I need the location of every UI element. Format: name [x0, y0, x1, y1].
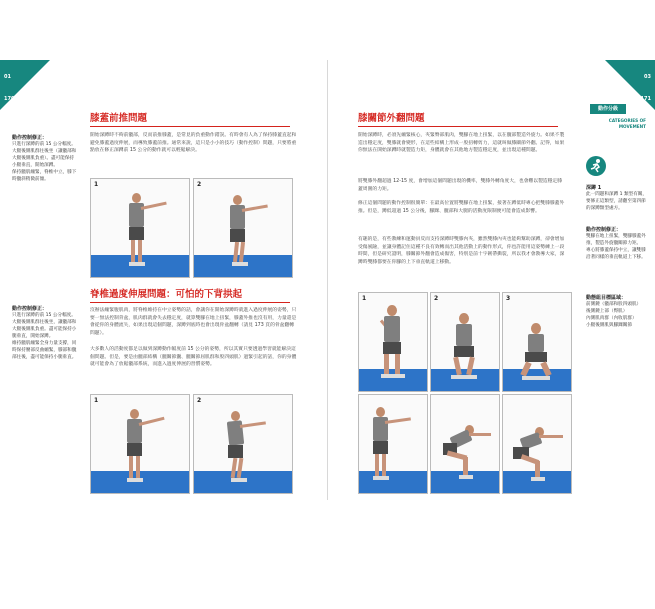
- title-underline: [358, 126, 558, 127]
- sidebar-title: 動作控制修正：: [12, 306, 48, 312]
- running-figure-icon: [586, 156, 606, 176]
- title-underline: [90, 302, 290, 303]
- photo-label: 2: [197, 181, 202, 188]
- photo-label: 1: [94, 397, 99, 404]
- page-number: 170: [4, 96, 15, 102]
- book-spread: [0, 60, 655, 500]
- title-underline: [90, 126, 290, 127]
- exercise-photo: [90, 178, 190, 278]
- sidebar-line: 大腿後側肌群往後坐（讓髖部和大腿後側肌負重）。盡可能保持小腿垂直，開始深蹲。: [12, 149, 77, 168]
- floor-mat: [359, 471, 427, 493]
- sidebar-line: 只進行深蹲的前 15 公分幅度。: [12, 142, 76, 147]
- sidebar-title: 動態組目標區域：: [586, 295, 627, 301]
- sidebar-line: 專心將膝蓋保持中立，讓雙膝沿著同樣的垂直軌道上下移。: [586, 248, 646, 260]
- section-title: 脊椎過度伸展問題：可怕的下背拱起: [90, 289, 243, 300]
- sidebar-correction: [12, 134, 78, 183]
- photo-label: 2: [434, 295, 439, 302]
- sidebar-text: 此一問題和深蹲 1 類型有關，要修正這類型，請翻至第四節的深蹲類型處方。: [586, 192, 647, 211]
- exercise-photo: [502, 394, 572, 494]
- floor-mat: [91, 471, 189, 493]
- left-page: [0, 60, 328, 500]
- exercise-photo: [90, 394, 190, 494]
- floor-mat: [431, 369, 499, 391]
- photo-label: 3: [506, 295, 511, 302]
- sidebar-correction: [586, 226, 650, 261]
- sidebar-title: 動作控制修正：: [12, 135, 48, 141]
- exercise-photo: [358, 292, 428, 392]
- category-tag-english: CATEGORIES OF MOVEMENT: [608, 118, 646, 129]
- corner-label: 01: [4, 74, 11, 80]
- section-body: 開始深蹲時不夠前髖部，反而前推膝蓋，是常見的負重動作錯誤。有時會有人為了保持膝蓋直起和避免膝蓋過度伸展，而導致膝蓋前推。通常來說，這只是小小的技巧（動作控制）問題，只要將重點放在修正深蹲前 15 公分的動作就可以輕鬆解決。: [90, 133, 297, 153]
- floor-mat: [194, 471, 292, 493]
- photo-label: 1: [362, 295, 367, 302]
- section-body: 沒辦法繃緊腹肌肉，將脊椎維持在中立姿勢的話，會讓你在開始深蹲時就進入過度伸展的姿勢，只要一無法控制背盆，肌肉群就會失去穩定度，就算雙腳在地上扭緊，膝蓋外推也沒有用，力量還是會從你的身體流失，如果出現這個問題，深蹲到底時也會出現骨盆翻轉（請見 173 頁的骨盆翻轉問題）。: [90, 308, 297, 336]
- corner-label: 03: [644, 74, 651, 80]
- page-number: 171: [640, 96, 651, 102]
- photo-label: 1: [94, 181, 99, 188]
- running-icon: [586, 156, 606, 176]
- exercise-photo: [358, 394, 428, 494]
- exercise-photo: [430, 292, 500, 392]
- section-body: 大多數人的活動度都足以做到深蹲動作幅度前 15 公分的姿勢，所以其實只要透過學習就能解決這個問題。但是，要是由髖部結構（髖關節囊、髖關節屈肌群和股四頭肌）過緊引起的話，你的身體就可能會為了放鬆髖部系統，而進入過度伸展的習慣姿勢。: [90, 347, 297, 367]
- sidebar-line: 雙腳在地上扭緊，雙腳膝蓋外推，製造外旋髖關節力矩。: [586, 234, 646, 246]
- page-corner-tab: [0, 60, 50, 110]
- section-body: 修正這個問題的動作控制很簡單：在最高位置將雙腳在地上扭緊，接著在蹲低時專心把雙膝膝蓋外推。但是，蹲低超過 15 公分後，腳踝、髖部和大腿的活動度限制便可能會造成影響。: [358, 201, 565, 214]
- right-page: [328, 60, 655, 500]
- floor-mat: [359, 369, 427, 391]
- sidebar-line: 小腿後側肌與腳踝關節: [586, 323, 632, 328]
- section-title: 膝蓋前推問題: [90, 113, 148, 124]
- category-tag: 動作分級: [590, 104, 626, 114]
- sidebar-line: 保持髖肌繃緊，脊椎中立，膝下時髖斜稍微前傾。: [12, 170, 77, 182]
- exercise-photo: [193, 394, 293, 494]
- page-corner-tab: [605, 60, 655, 110]
- sidebar-deep-squat: [586, 184, 650, 212]
- sidebar-line: 後側鏈上部（臀肌）: [586, 309, 628, 314]
- sidebar-line: 維持髖肌繃緊全身力量支撐，同時保持腰部反曲繃緊，膝部和髖部往後，盡可能保持小腿垂直。: [12, 341, 77, 360]
- exercise-photo: [430, 394, 500, 494]
- sidebar-line: 只進行深蹲的前 15 公分幅度。: [12, 313, 76, 318]
- sidebar-title: 動作控制修正：: [586, 227, 622, 233]
- photo-label: 2: [197, 397, 202, 404]
- sidebar-line: 大腿後側肌群往後坐，讓髖部和大腿後側肌負重。盡可能保持小腿垂直，開始深蹲。: [12, 320, 77, 339]
- section-body: 有趣的是，有些教練和運動員反而支持深蹲時雙膝內夾，雖然雙膝內夾也能夠幫助深蹲，卻會增加受傷風險，並讓身體記住這種不良有效轉而出其他活動上的動作形式，你也許能用這姿勢練上一段時間，但是研究證明，膝關節外翻會造成傷害，特別是前十字韌帶撕裂，所以我才會教導大家，深蹲時雙膝都要在你腳的上下垂直軌道上移動。: [358, 237, 565, 265]
- exercise-photo: [502, 292, 572, 392]
- sidebar-mobility: [586, 294, 650, 329]
- sidebar-title: 深蹲 1: [586, 185, 602, 191]
- exercise-photo: [193, 178, 293, 278]
- section-title: 膝關節外翻問題: [358, 113, 425, 124]
- sidebar-line: 前側鏈（髖部和股四頭肌）: [586, 302, 642, 307]
- floor-mat: [503, 369, 571, 391]
- section-body: 將雙膝外翻超過 12-15 度，會增加這個問題出現的機率，雙膝外轉角度大，也會難以製造穩定膝蓋周圍的力矩。: [358, 179, 563, 192]
- sidebar-line: 內側肌肉群（內收肌群）: [586, 316, 637, 321]
- section-body: 開始深蹲時，必須先繃緊核心，夾緊臀部肌肉，雙腳在地上扭緊，以在髖部製造外旋力。如果不製造出穩定度，雙膝就會變形，在這些結構上形成一股扭轉剪力，這就叫做膝關節外翻。記得，如果你無法在開始深蹲時就製造力矩，身體就會在其他地方製造穩定度，並出現這種問題。: [358, 133, 565, 153]
- sidebar-correction: [12, 305, 78, 361]
